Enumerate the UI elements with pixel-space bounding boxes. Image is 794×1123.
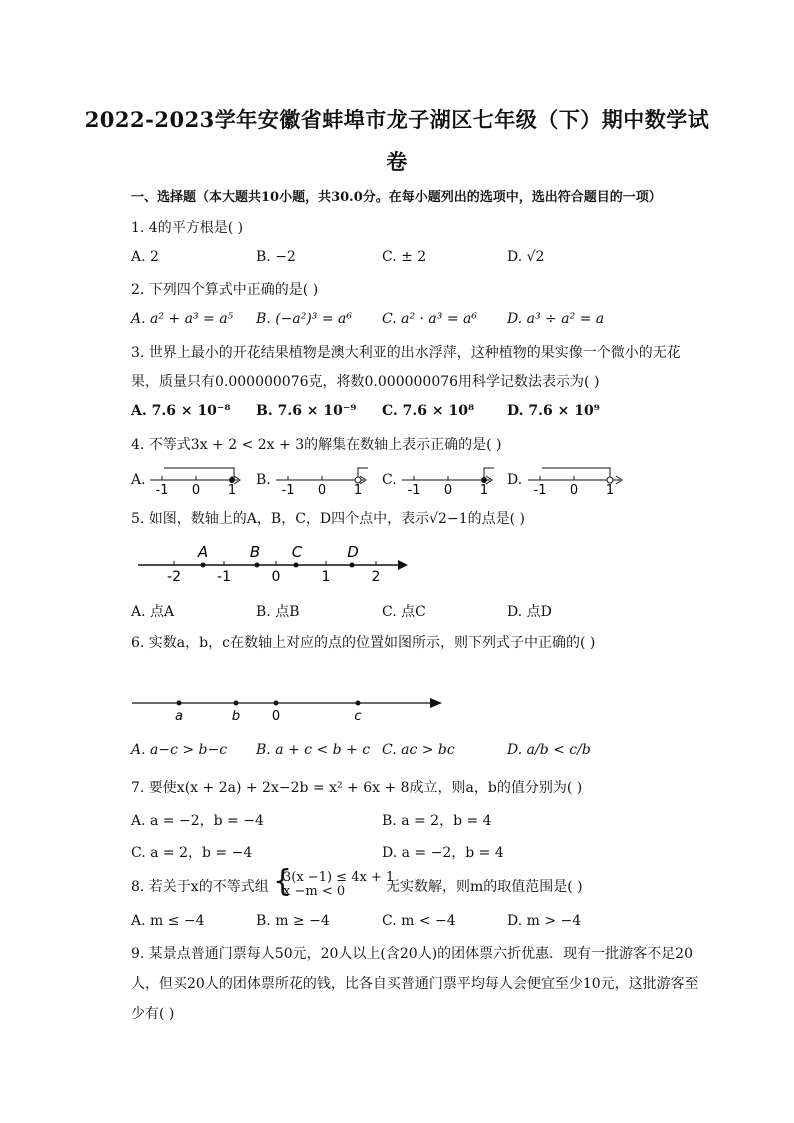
option-d[interactable]: D. m > −4 [507,913,582,929]
option-d[interactable]: D. 点D [507,604,552,620]
tick-label: -1 [407,483,421,498]
point-label-a: A [197,543,209,561]
question-7-stem: 7. 要使x(x + 2a) + 2x−2b = x² + 6x + 8成立，则a，b的值分别为( ) [131,780,583,796]
system-brace: { [273,864,293,899]
point-label-c: c [354,709,362,724]
option-b[interactable]: B. [256,472,271,488]
option-a[interactable]: A. 点A [131,604,175,620]
tick-label: 2 [371,569,381,585]
point-label-a: a [175,709,183,724]
question-7-options-row1 [131,810,771,830]
system-line2: x −m < 0 [283,884,346,899]
option-a[interactable]: A. a = −2，b = −4 [131,813,264,829]
option-a[interactable]: A. a² + a³ = a⁵ [131,311,234,327]
question-6-stem: 6. 实数a，b，c在数轴上对应的点的位置如图所示，则下列式子中正确的( ) [131,635,596,651]
numberline-c [398,462,498,498]
question-7-options-row2 [131,842,771,862]
option-c[interactable]: C. m < −4 [382,913,456,929]
tick-label: 0 [317,483,327,498]
tick-label: 0 [271,569,281,585]
option-b[interactable]: B. (−a²)³ = a⁶ [256,311,353,327]
question-5-numberline [136,540,416,586]
option-c[interactable]: C. a² · a³ = a⁶ [382,311,477,327]
question-2-options [131,311,771,331]
tick-label: -1 [155,483,169,498]
tick-label: -1 [533,483,547,498]
question-2-stem: 2. 下列四个算式中正确的是( ) [131,282,319,298]
tick-label: 1 [605,483,615,498]
point-label-b: b [231,709,241,724]
option-b[interactable]: B. 7.6 × 10⁻⁹ [256,403,357,419]
option-a[interactable]: A. [131,472,146,488]
option-d[interactable]: D. √2 [507,249,545,265]
question-8-stem-pre: 8. 若关于x的不等式组 [131,879,269,895]
question-1-stem: 1. 4的平方根是( ) [131,220,244,236]
option-b[interactable]: B. a + c < b + c [256,742,371,758]
numberline-b [272,462,372,498]
option-b[interactable]: B. 点B [256,604,300,620]
question-3-stem-line1: 3. 世界上最小的开花结果植物是澳大利亚的出水浮萍，这种植物的果实像一个微小的无花 [131,345,681,361]
tick-label: 0 [191,483,201,498]
numberline-a [146,462,246,498]
option-c[interactable]: C. 点C [382,604,426,620]
page-title-line1: 2022-2023学年安徽省蚌埠市龙子湖区七年级（下）期中数学试 [84,107,710,132]
option-c[interactable]: C. 7.6 × 10⁸ [382,403,475,419]
question-9-stem-line3: 少有( ) [131,1006,175,1022]
tick-label: -1 [217,569,231,585]
system-line1: 3(x −1) ≤ 4x + 1 [283,870,395,885]
tick-label: 1 [353,483,363,498]
option-a[interactable]: A. 2 [131,249,159,265]
point-label-c: C [291,543,303,561]
question-9-stem-line1: 9. 某景点普通门票每人50元，20人以上(含20人)的团体票六折优惠．现有一批游客不足20 [131,946,693,962]
question-5-stem: 5. 如图，数轴上的A，B，C，D四个点中，表示√2−1的点是( ) [131,511,525,527]
question-6-numberline [130,692,450,724]
point-label-zero: 0 [271,709,281,724]
page-title-line2: 卷 [386,149,408,174]
option-c[interactable]: C. a = 2，b = −4 [131,845,253,861]
question-3-stem-line2: 果，质量只有0.00000007​6克，将数0.000000076用科学记数法表示为( ) [131,374,600,390]
section-heading: 一、选择题（本大题共10小题，共30.0分。在每小题列出的选项中，选出符合题目的一项） [131,190,662,205]
option-a[interactable]: A. 7.6 × 10⁻⁸ [131,403,231,419]
option-d[interactable]: D. 7.6 × 10⁹ [507,403,600,419]
option-b[interactable]: B. m ≥ −4 [256,913,330,929]
question-4-stem: 4. 不等式3x + 2 < 2x + 3的解集在数轴上表示正确的是( ) [131,437,502,453]
tick-label: 0 [569,483,579,498]
option-a[interactable]: A. a−c > b−c [131,742,228,758]
question-9-stem-line2: 人，但买20人的团体票所花的钱，比各自买普通门票平均每人会便宜至少10元，这批游客至 [131,976,699,992]
question-5-options [131,601,771,621]
option-d[interactable]: D. a³ ÷ a² = a [507,311,605,327]
tick-label: -2 [167,569,181,585]
tick-label: -1 [281,483,295,498]
option-c[interactable]: C. ± 2 [382,249,427,265]
question-8-stem-post: 无实数解，则m的取值范围是( ) [386,879,583,895]
point-label-b: B [249,543,261,561]
question-6-options [131,742,771,762]
question-3-options [131,403,771,423]
option-d[interactable]: D. a/b < c/b [507,742,591,758]
tick-label: 1 [227,483,237,498]
point-label-d: D [347,543,359,561]
option-c[interactable]: C. [382,472,397,488]
question-1-options [131,249,771,269]
question-8-options [131,913,771,933]
option-c[interactable]: C. ac > bc [382,742,455,758]
numberline-d [524,462,634,498]
option-b[interactable]: B. −2 [256,249,296,265]
tick-label: 1 [479,483,489,498]
option-b[interactable]: B. a = 2，b = 4 [382,813,492,829]
tick-label: 0 [443,483,453,498]
option-d[interactable]: D. a = −2，b = 4 [382,845,504,861]
tick-label: 1 [321,569,331,585]
option-d[interactable]: D. [507,472,523,488]
option-a[interactable]: A. m ≤ −4 [131,913,205,929]
